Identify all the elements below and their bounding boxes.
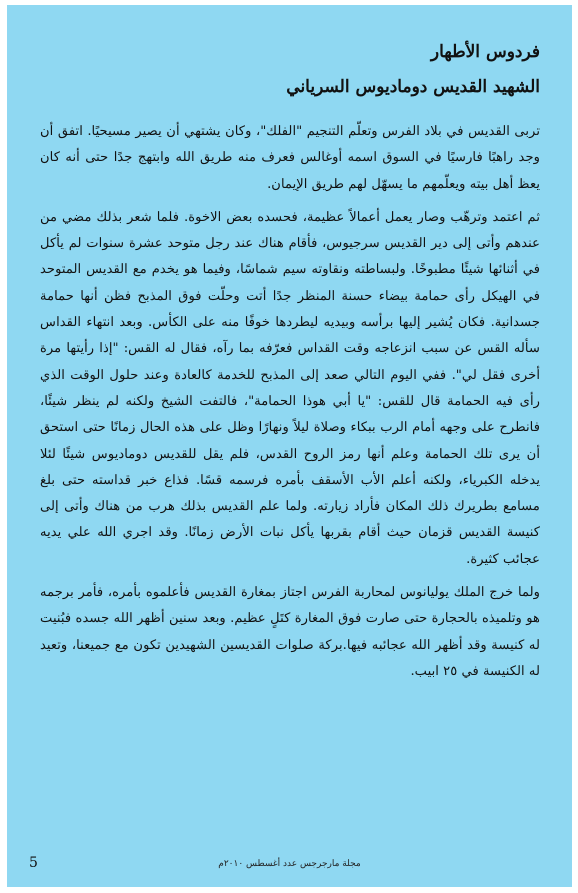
paragraph-2: ثم اعتمد وترهّب وصار يعمل أعمالاً عظيمة، فحسده بعض الاخوة. فلما شعر بذلك مضي من عندهم وأتى إلى دير القديس سرجيوس، فأقام هناك عند رجل متوحد عشرة سنوات لم يأكل في أثنائها شيئًا مطبوخًا. ولبساطته ونقاوته سيم شماسًا، وفيما هو يخدم مع القديس المتوحد في الهيكل رأى حمامة بيضاء حسنة المنظر جدًا أتت وحلّت فوق المذبح فظن أنها حمامة جسدانية. فكان يُشير إليها برأسه وبيديه ليطردها خوفًا منه على الكأس. وبعد انتهاء القداس سأله القس عن سبب انزعاجه وقت القداس فعرّفه بما رآه، فقال له القس: "إذا رأيتها مرة أخرى فقل لي". ففي اليوم التالي صعد إلى المذبح للخدمة كالعادة وعند حلول الوقت الذي رأى فيه الحمامة قال للقس: "يا أبي هوذا الحمامة"، فالتفت الشيخ ولكنه لم ينظر شيئًا، فانطرح على وجهه أمام الرب ببكاء وصلاة ليلاً ونهارًا وظل على هذه الحال زمانًا حتى استحق أن يرى تلك الحمامة وعلم أنها رمز الروح القدس، فلم يقل للقديس دوماديوس شيئًا لئلا يدخله الكبرياء، ولكنه أعلم الأب الأسقف بأمره فرسمه قسًا. فذاع خبر قداسته حتى بلغ مسامع بطريرك ذلك المكان فأراد زيارته. ولما علم القديس بذلك هرب من هناك وأتى إلى كنيسة القديس قزمان حيث أقام بقربها يأكل نبات الأرض زمانًا. وقد اجري الله علي يديه عجائب كثيرة. — [40, 209, 540, 567]
page-footer — [7, 851, 572, 871]
article-title: الشهيد القديس دوماديوس السرياني — [286, 77, 540, 97]
article-body — [40, 119, 540, 692]
article-header — [40, 41, 540, 98]
page-sheet — [7, 5, 572, 887]
section-title: فردوس الأطهار — [430, 42, 540, 62]
page-number: 5 — [29, 855, 38, 871]
paragraph-1: تربى القديس في بلاد الفرس وتعلّم التنجيم "الفلك"، وكان يشتهي أن يصير مسيحيًا. اتفق أن وجد راهبًا فارسيًا في السوق اسمه أوغالس فعرف منه طريق الله وابتهج جدًا حتى أنه كان يعظ أهل بيته ويعلّمهم ما يسهّل لهم طريق الإيمان. — [40, 124, 540, 192]
paragraph-3: ولما خرج الملك يوليانوس لمحاربة الفرس اجتاز بمغارة القديس فأعلموه بأمره، فأمر برجمه هو وتلميذه بالحجارة حتى صارت فوق المغارة كتَلٍ عظيم. وبعد سنين أظهر الله جسده فبُنيت له كنيسة وقد أظهر الله عجائبه فيها.بركة صلوات القديسين الشهيدين تكون مع جميعنا، وتعيد له الكنيسة في ٢٥ ابيب. — [40, 585, 540, 679]
magazine-issue-note: مجلة مارجرجس عدد أغسطس ٢٠١٠م — [218, 859, 361, 869]
